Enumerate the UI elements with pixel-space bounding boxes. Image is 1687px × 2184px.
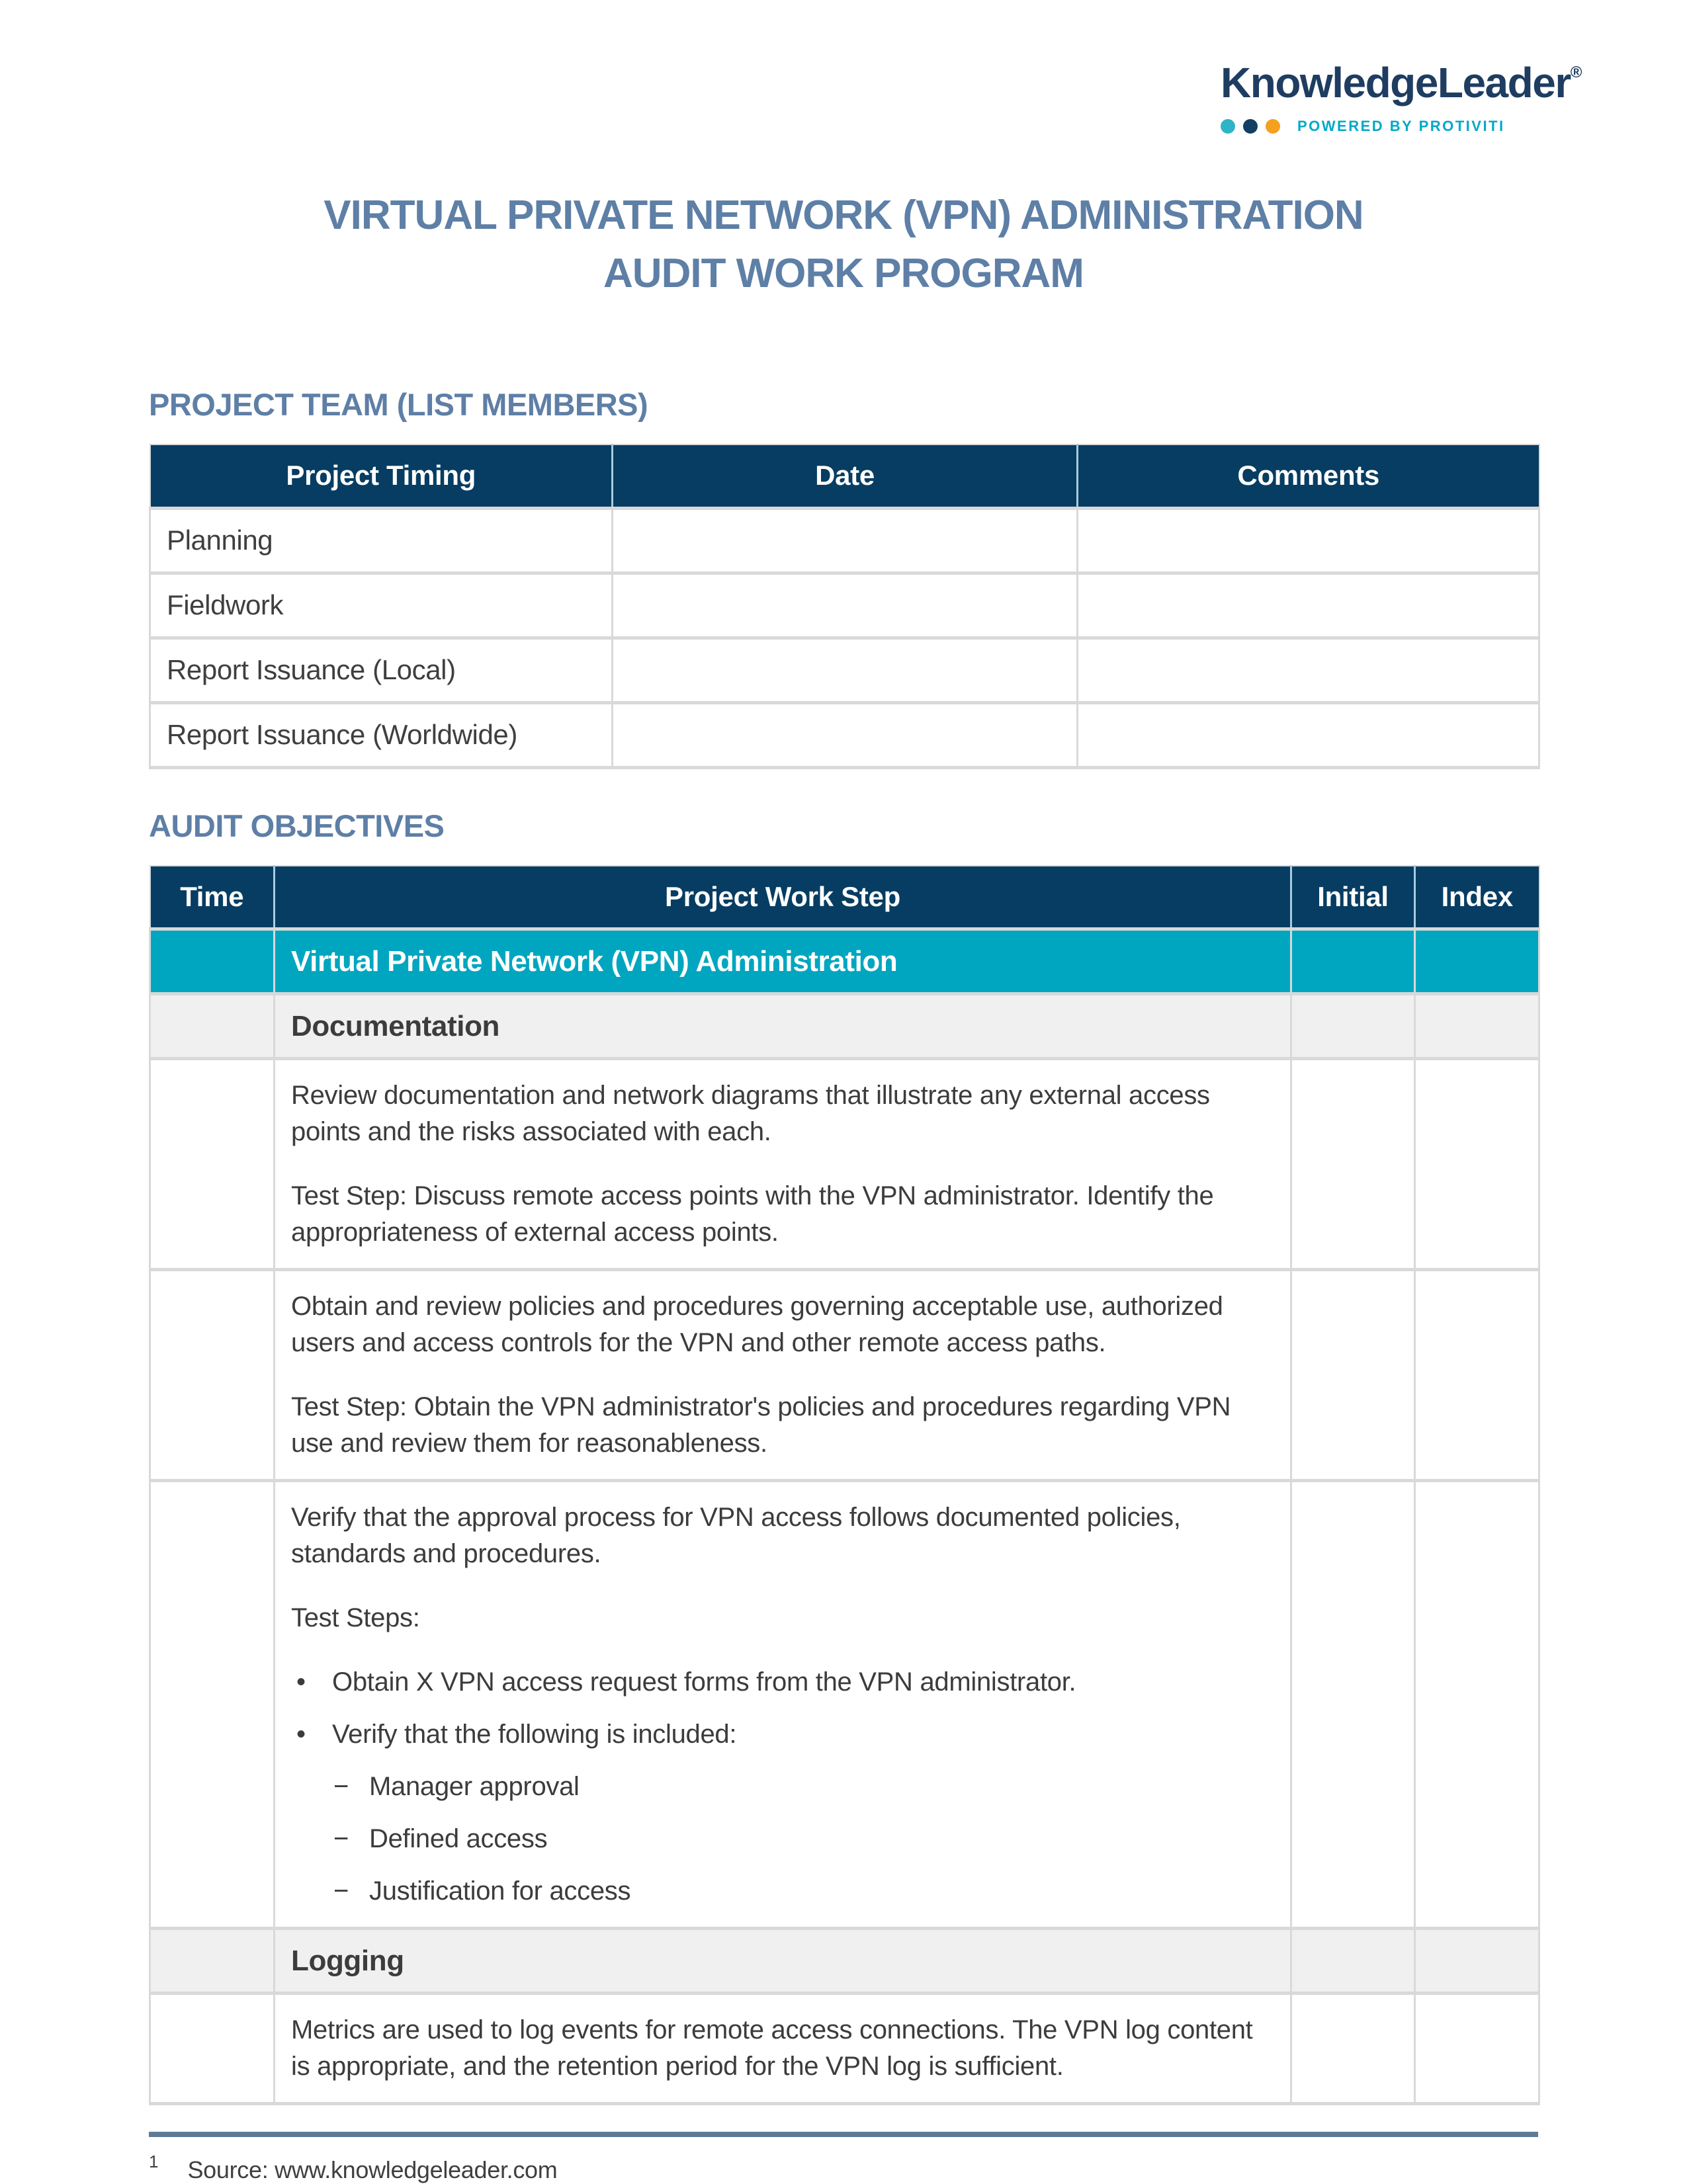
work-step-paragraph: Verify that the approval process for VPN access follows documented policies, standards and procedures. (291, 1503, 1181, 1568)
subsection-row-logging (150, 1929, 1539, 1994)
bullet-marker: • (296, 1720, 306, 1749)
table-row-fieldwork (150, 573, 1539, 638)
section-title-cell: Virtual Private Network (VPN) Administration (275, 929, 1291, 994)
table-row-planning (150, 508, 1539, 573)
comments-cell-empty (1078, 638, 1539, 702)
column-header-comments: Comments (1078, 444, 1539, 508)
project-timing-cell: Planning (150, 508, 613, 573)
document-title-line2: AUDIT WORK PROGRAM (603, 251, 1084, 296)
column-header-initial: Initial (1291, 866, 1415, 929)
initial-cell-empty (1291, 1270, 1415, 1481)
brand-dot-teal-icon (1221, 119, 1235, 134)
project-timing-cell: Report Issuance (Local) (150, 638, 613, 702)
page-content (149, 386, 1538, 2105)
footnote-source: Source: www.knowledgeleader.com (187, 2156, 558, 2183)
index-cell-empty (1415, 1994, 1539, 2104)
section-row-vpn-administration (150, 929, 1539, 994)
work-step-row-review-documentation (150, 1059, 1539, 1270)
initial-cell-empty (1291, 1059, 1415, 1270)
index-cell-empty (1415, 994, 1539, 1059)
work-step-row-obtain-policies (150, 1270, 1539, 1481)
work-step-cell (275, 1270, 1291, 1481)
index-cell-empty (1415, 1059, 1539, 1270)
dash-item (291, 1873, 1274, 1910)
dash-text: Manager approval (369, 1772, 580, 1801)
dash-marker: − (333, 1772, 349, 1801)
brand-logo (1221, 58, 1581, 135)
time-cell-empty (150, 1481, 275, 1929)
audit-header-row (150, 866, 1539, 929)
comments-cell-empty (1078, 573, 1539, 638)
work-step-cell (275, 1994, 1291, 2104)
bullet-text: Verify that the following is included: (332, 1720, 737, 1749)
dash-text: Defined access (369, 1824, 548, 1853)
brand-tagline: POWERED BY PROTIVITI (1297, 118, 1505, 134)
date-cell-empty (613, 638, 1078, 702)
footnote-number: 1 (149, 2152, 159, 2171)
work-step-paragraph: Review documentation and network diagrams that illustrate any external access points and the risks associated with each. (291, 1081, 1210, 1146)
comments-cell-empty (1078, 508, 1539, 573)
table-row-report-issuance-local (150, 638, 1539, 702)
work-step-cell (275, 1481, 1291, 1929)
dash-item (291, 1821, 1274, 1857)
bullet-marker: • (296, 1667, 306, 1697)
time-cell-empty (150, 1994, 275, 2104)
date-cell-empty (613, 702, 1078, 767)
section-heading-audit-objectives: AUDIT OBJECTIVES (149, 808, 445, 843)
registered-mark: ® (1570, 63, 1581, 81)
work-step-paragraph: Metrics are used to log events for remote access connections. The VPN log content is appropriate, and the retention period for the VPN log is sufficient. (291, 2015, 1253, 2081)
column-header-project-timing: Project Timing (150, 444, 613, 508)
bullet-item (291, 1664, 1274, 1701)
column-header-date: Date (613, 444, 1078, 508)
dash-marker: − (333, 1824, 349, 1853)
time-cell-empty (150, 929, 275, 994)
column-header-index: Index (1415, 866, 1539, 929)
project-team-table (149, 444, 1540, 769)
work-step-paragraph: Obtain and review policies and procedures governing acceptable use, authorized users and access controls for the VPN and other remote access paths. (291, 1292, 1223, 1357)
test-steps-label: Test Steps: (291, 1603, 420, 1632)
date-cell-empty (613, 508, 1078, 573)
initial-cell-empty (1291, 1929, 1415, 1994)
index-cell-empty (1415, 1270, 1539, 1481)
dash-text: Justification for access (369, 1876, 631, 1906)
work-step-row-metrics-logging (150, 1994, 1539, 2104)
project-timing-cell: Report Issuance (Worldwide) (150, 702, 613, 767)
time-cell-empty (150, 1270, 275, 1481)
index-cell-empty (1415, 1481, 1539, 1929)
test-step-paragraph: Test Step: Obtain the VPN administrator's policies and procedures regarding VPN use and review them for reasonableness. (291, 1392, 1231, 1458)
dash-marker: − (333, 1876, 349, 1906)
initial-cell-empty (1291, 1481, 1415, 1929)
project-team-header-row (150, 444, 1539, 508)
time-cell-empty (150, 994, 275, 1059)
table-row-report-issuance-worldwide (150, 702, 1539, 767)
brand-logo-text (1221, 58, 1581, 107)
initial-cell-empty (1291, 994, 1415, 1059)
dash-item (291, 1769, 1274, 1805)
subsection-title-cell: Documentation (275, 994, 1291, 1059)
brand-name: KnowledgeLeader (1221, 59, 1571, 106)
test-step-paragraph: Test Step: Discuss remote access points with the VPN administrator. Identify the appropriateness of external access points. (291, 1181, 1214, 1247)
footer-rule (149, 2132, 1538, 2137)
date-cell-empty (613, 573, 1078, 638)
index-cell-empty (1415, 1929, 1539, 1994)
column-header-project-work-step: Project Work Step (275, 866, 1291, 929)
index-cell-empty (1415, 929, 1539, 994)
subsection-title-cell: Logging (275, 1929, 1291, 1994)
document-title (0, 0, 1687, 303)
project-timing-cell: Fieldwork (150, 573, 613, 638)
initial-cell-empty (1291, 929, 1415, 994)
brand-dot-navy-icon (1243, 119, 1258, 134)
footer-source-line (149, 2152, 1538, 2184)
time-cell-empty (150, 1929, 275, 1994)
initial-cell-empty (1291, 1994, 1415, 2104)
work-step-row-verify-approval-process (150, 1481, 1539, 1929)
bullet-text: Obtain X VPN access request forms from the VPN administrator. (332, 1667, 1076, 1697)
audit-objectives-table (149, 865, 1540, 2106)
work-step-cell (275, 1059, 1291, 1270)
section-heading-project-team: PROJECT TEAM (LIST MEMBERS) (149, 387, 648, 422)
brand-logo-subline (1221, 118, 1581, 135)
bullet-item (291, 1716, 1274, 1753)
page-footer (149, 2132, 1538, 2184)
comments-cell-empty (1078, 702, 1539, 767)
brand-dot-orange-icon (1266, 119, 1280, 134)
subsection-row-documentation (150, 994, 1539, 1059)
document-title-line1: VIRTUAL PRIVATE NETWORK (VPN) ADMINISTRATION (324, 192, 1363, 238)
column-header-time: Time (150, 866, 275, 929)
time-cell-empty (150, 1059, 275, 1270)
